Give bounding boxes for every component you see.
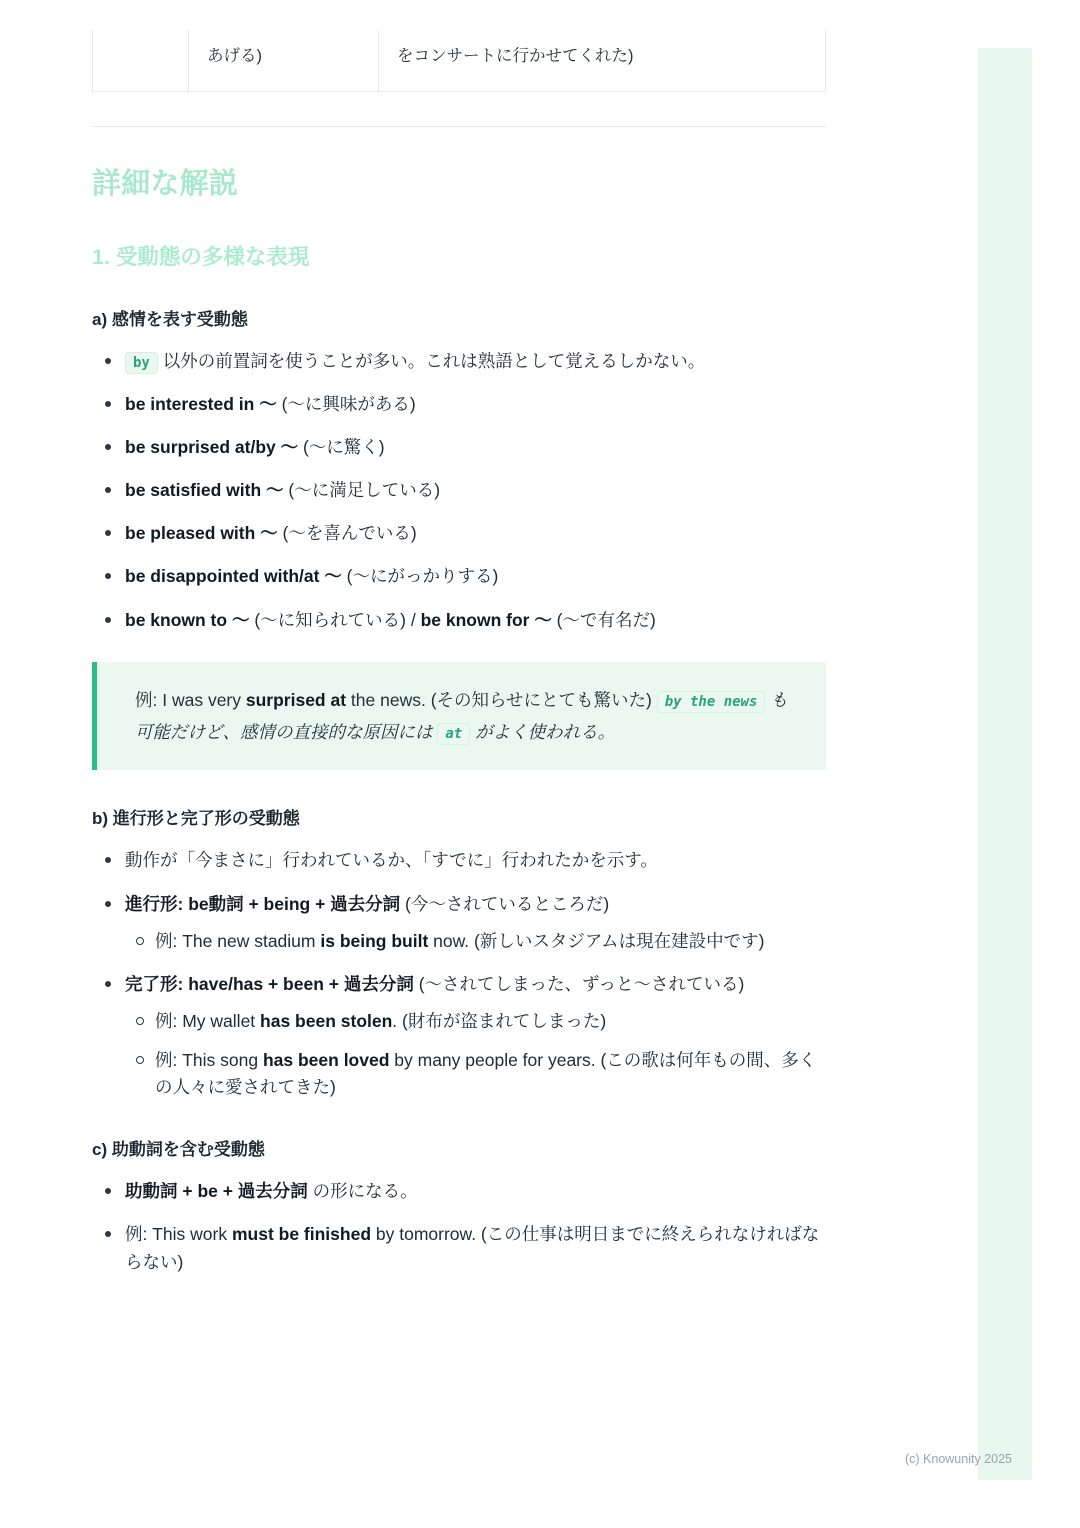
term: 助動詞 + be + 過去分詞 bbox=[125, 1181, 308, 1202]
term: be pleased with 〜 bbox=[125, 523, 278, 544]
term: be surprised at/by 〜 bbox=[125, 437, 299, 457]
gloss: (〜されてしまった、ずっと〜されている) bbox=[413, 973, 745, 994]
example-bold: has been loved bbox=[262, 1050, 390, 1070]
document-content bbox=[92, 30, 832, 1292]
term: be known to 〜 bbox=[125, 609, 250, 630]
example-part2: now. (新しいスタジアムは現在建設中です) bbox=[428, 930, 765, 951]
example-label: 例: bbox=[155, 930, 183, 951]
page-title: 詳細な解説 bbox=[92, 167, 239, 200]
gloss: (今〜されているところだ) bbox=[400, 893, 610, 914]
gloss: (〜を喜んでいる) bbox=[277, 523, 417, 544]
page-edge-strip bbox=[978, 48, 1032, 1480]
group-b-list bbox=[92, 847, 832, 1101]
gloss: (〜に知られている) / bbox=[249, 609, 421, 630]
term: 完了形: have/has + been + 過去分詞 bbox=[125, 973, 414, 994]
callout-part4: がよく使われる。 bbox=[470, 722, 616, 742]
section-divider bbox=[92, 126, 826, 127]
list-item bbox=[92, 563, 832, 590]
list-item bbox=[92, 391, 832, 418]
example-label: 例: bbox=[155, 1010, 183, 1031]
list-item bbox=[92, 971, 832, 1102]
gloss: (〜に興味がある) bbox=[276, 393, 416, 414]
callout-part3: も可能だけど、感情の直接的な原因には bbox=[135, 689, 788, 742]
list-item-text: 動作が「今まさに」行われているか、「すでに」行われたかを示す。 bbox=[125, 850, 658, 871]
list-item bbox=[92, 348, 832, 375]
example-part1: This song bbox=[182, 1050, 263, 1070]
list-item bbox=[125, 1008, 832, 1035]
callout-bold1: surprised at bbox=[245, 689, 347, 710]
group-c-list bbox=[92, 1178, 832, 1275]
example-part2: by tomorrow. (この仕事は明日までに終えられなければならない) bbox=[125, 1224, 820, 1272]
table-cell-3: をコンサートに行かせてくれた) bbox=[397, 47, 634, 65]
list-item bbox=[92, 1221, 832, 1275]
perfect-examples bbox=[125, 1008, 832, 1101]
example-label: 例: bbox=[125, 1224, 153, 1245]
callout-example bbox=[92, 662, 826, 771]
group-a-list bbox=[92, 348, 832, 634]
table-cell-2: あげる) bbox=[189, 30, 379, 91]
example-bold: must be finished bbox=[231, 1224, 372, 1245]
callout-part2: the news. (その知らせにとても驚いた) bbox=[346, 689, 657, 710]
list-item bbox=[92, 434, 832, 461]
list-item-text: 以外の前置詞を使うことが多い。これは熟語として覚えるしかない。 bbox=[162, 350, 706, 371]
progressive-examples bbox=[125, 928, 832, 955]
callout-label: 例: bbox=[135, 689, 163, 710]
term: 進行形: be動詞 + being + 過去分詞 bbox=[125, 893, 401, 914]
group-b-heading: b) 進行形と完了形の受動態 bbox=[92, 809, 300, 829]
group-a-heading: a) 感情を表す受動態 bbox=[92, 309, 248, 329]
term: be satisfied with 〜 bbox=[125, 480, 284, 501]
code-by-the-news: by the news bbox=[657, 691, 766, 713]
code-by: by bbox=[125, 352, 158, 374]
example-part1: My wallet bbox=[182, 1010, 261, 1031]
list-item bbox=[92, 477, 832, 504]
example-part2: . (財布が盗まれてしまった) bbox=[392, 1010, 607, 1031]
subsection-title: 1. 受動態の多様な表現 bbox=[92, 244, 310, 269]
copyright-credit: (c) Knowunity 2025 bbox=[904, 1452, 1012, 1466]
code-at: at bbox=[437, 723, 470, 745]
example-part1: The new stadium bbox=[182, 930, 321, 951]
table-row bbox=[92, 30, 826, 92]
list-item bbox=[125, 1047, 832, 1101]
example-part1: This work bbox=[152, 1224, 232, 1245]
list-item bbox=[125, 928, 832, 955]
list-item bbox=[92, 607, 832, 634]
table-cell-1 bbox=[93, 30, 189, 91]
gloss: の形になる。 bbox=[307, 1181, 418, 1202]
term: be disappointed with/at 〜 bbox=[125, 566, 342, 587]
example-label: 例: bbox=[155, 1050, 183, 1070]
list-item bbox=[92, 847, 832, 874]
example-bold: is being built bbox=[320, 930, 429, 951]
example-bold: has been stolen bbox=[260, 1010, 393, 1031]
term: be interested in 〜 bbox=[125, 393, 277, 414]
gloss: (〜にがっかりする) bbox=[341, 566, 499, 587]
callout-part1: I was very bbox=[162, 689, 246, 710]
term-2: be known for 〜 bbox=[420, 609, 552, 630]
list-item bbox=[92, 520, 832, 547]
group-c-heading: c) 助動詞を含む受動態 bbox=[92, 1140, 265, 1160]
gloss: (〜に満足している) bbox=[283, 480, 441, 501]
example-part2: by many people for years. (この歌は何年もの間、多くの人々に愛されてきた) bbox=[155, 1050, 817, 1098]
gloss-2: (〜で有名だ) bbox=[551, 609, 656, 630]
gloss: (〜に驚く) bbox=[298, 437, 385, 457]
list-item bbox=[92, 891, 832, 955]
list-item bbox=[92, 1178, 832, 1205]
